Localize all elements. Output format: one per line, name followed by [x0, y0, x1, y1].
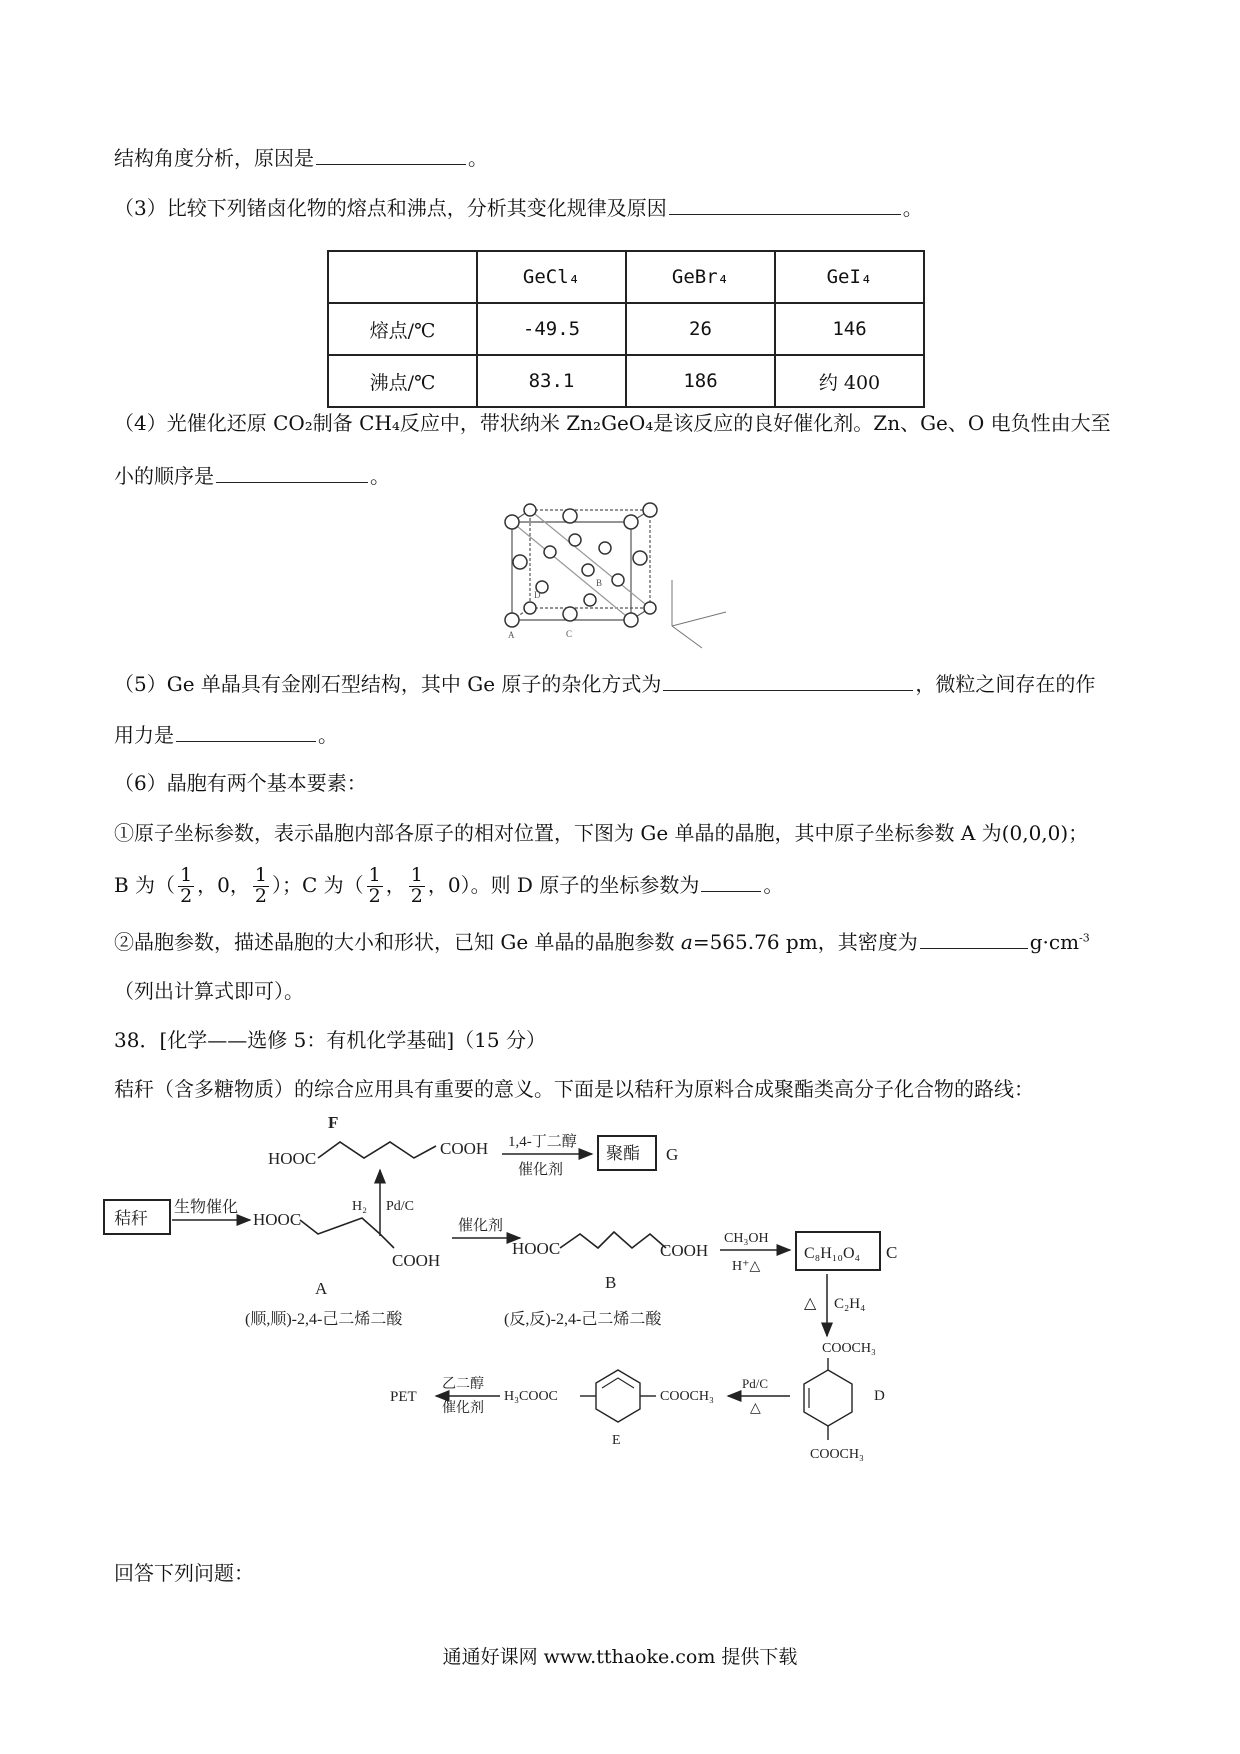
- b-hooc: HOOC: [512, 1239, 561, 1258]
- question-6-line3: B 为（ $\frac{1}{2}$ ，0， $\frac{1}{2}$ ）；C 为（ $\frac{1}{2}$ ， $\frac{1}{2}$ ，0）。则 D 原子的坐标参数为 。: [114, 864, 784, 907]
- heat-label: △: [750, 1401, 761, 1416]
- question-3: （3）比较下列锗卤化物的熔点和沸点，分析其变化规律及原因 。: [114, 196, 923, 220]
- table-cell: 83.1: [477, 355, 626, 407]
- question-5-line1: （5）Ge 单晶具有金刚石型结构，其中 Ge 原子的杂化方式为 ，微粒之间存在的作: [114, 672, 1096, 696]
- question-4-line2: 小的顺序是 。: [114, 464, 390, 488]
- table-row: [328, 303, 924, 355]
- question-text: 结构角度分析，原因是 。: [114, 146, 488, 170]
- f-cooh: COOH: [440, 1139, 489, 1158]
- table-row: [328, 355, 924, 407]
- label-b: B: [605, 1273, 617, 1292]
- e-cooch3: COOCH₃: [660, 1389, 714, 1404]
- question-5-line2: 用力是 。: [114, 723, 338, 747]
- question-38-intro: 秸秆（含多糖物质）的综合应用具有重要的意义。下面是以秸秆为原料合成聚酯类高分子化合物的路线：: [114, 1077, 1034, 1101]
- catalyst-label: 催化剂: [458, 1218, 504, 1234]
- butanediol-label: 1,4-丁二醇: [508, 1134, 577, 1150]
- e-ring-inner: [602, 1378, 634, 1388]
- a-hooc: HOOC: [253, 1210, 302, 1229]
- answer-prompt: 回答下列问题：: [114, 1561, 254, 1585]
- table-header-cell: GeCl₄: [477, 251, 626, 303]
- axes-icon: [672, 580, 726, 648]
- methanol-label: CH₃OH: [724, 1231, 769, 1246]
- table-header-cell: GeI₄: [775, 251, 924, 303]
- b-chain: [560, 1232, 666, 1248]
- label-f: F: [328, 1113, 339, 1132]
- table-cell: 186: [626, 355, 775, 407]
- fraction-half: $\frac{1}{2}$: [410, 864, 423, 907]
- label-g: G: [666, 1145, 679, 1164]
- row-label: 沸点/℃: [328, 355, 477, 407]
- germanium-halide-table: [327, 250, 925, 408]
- label-d: D: [534, 590, 541, 600]
- label-c: C: [566, 629, 573, 639]
- f-hooc: HOOC: [268, 1149, 317, 1168]
- label-e: E: [612, 1433, 621, 1448]
- question-38-title: 38．[化学——选修 5：有机化学基础]（15 分）: [114, 1028, 546, 1052]
- label-a: A: [315, 1279, 328, 1298]
- catalyst-label: 催化剂: [518, 1162, 564, 1178]
- answer-blank[interactable]: [216, 464, 368, 483]
- label-c: C: [886, 1243, 898, 1262]
- question-4-line1: （4）光催化还原 CO₂制备 CH₄反应中，带状纳米 Zn₂GeO₄是该反应的良好催化剂。Zn、Ge、O 电负性由大至: [114, 411, 1111, 435]
- acid-heat-label: H⁺△: [732, 1259, 761, 1274]
- ethylene-glycol-label: 乙二醇: [442, 1377, 484, 1392]
- b-cooh: COOH: [660, 1241, 709, 1260]
- straw-label: 秸秆: [114, 1209, 148, 1228]
- answer-blank[interactable]: [316, 146, 466, 165]
- label-b: B: [596, 578, 603, 588]
- pdc-label: Pd/C: [386, 1199, 415, 1214]
- answer-blank[interactable]: [920, 930, 1028, 949]
- label-a: A: [508, 630, 515, 640]
- answer-blank[interactable]: [701, 873, 761, 892]
- biocatalysis-label: 生物催化: [174, 1199, 239, 1216]
- answer-blank[interactable]: [663, 672, 913, 691]
- fraction-half: $\frac{1}{2}$: [368, 864, 381, 907]
- ethylene-label: C₂H₄: [834, 1296, 866, 1312]
- table-header-cell: GeBr₄: [626, 251, 775, 303]
- polyester-label: 聚酯: [606, 1144, 640, 1163]
- fraction-half: $\frac{1}{2}$: [254, 864, 267, 907]
- a-name: (顺,顺)-2,4-己二烯二酸: [245, 1311, 403, 1328]
- d-ring: [804, 1370, 852, 1426]
- h2-label: H₂: [352, 1199, 367, 1214]
- catalyst-label: 催化剂: [442, 1401, 484, 1416]
- table-cell: 146: [775, 303, 924, 355]
- heat-label: △: [804, 1295, 817, 1312]
- table-header-row: [328, 251, 924, 303]
- b-name: (反,反)-2,4-己二烯二酸: [504, 1311, 662, 1328]
- fraction-half: $\frac{1}{2}$: [180, 864, 193, 907]
- row-label: 熔点/℃: [328, 303, 477, 355]
- question-6-line1: （6）晶胞有两个基本要素：: [114, 771, 367, 795]
- synthesis-scheme: [100, 1108, 1020, 1538]
- table-cell: -49.5: [477, 303, 626, 355]
- f-chain: [318, 1142, 436, 1158]
- pdc-label: Pd/C: [742, 1376, 769, 1391]
- e-h3cooc: H₃COOC: [504, 1389, 558, 1404]
- d-cooch3-bottom: COOCH₃: [810, 1447, 864, 1462]
- question-6-line2: ①原子坐标参数，表示晶胞内部各原子的相对位置，下图为 Ge 单晶的晶胞，其中原子坐标参数 A 为(0,0,0)；: [114, 821, 1089, 845]
- page-footer: 通通好课网 www.tthaoke.com 提供下载: [442, 1646, 798, 1668]
- d-cooch3-top: COOCH₃: [822, 1341, 876, 1356]
- table-header-cell: [328, 251, 477, 303]
- question-6-line4: ②晶胞参数，描述晶胞的大小和形状，已知 Ge 单晶的晶胞参数 a=565.76 pm，其密度为 $g\cdot cm^{-3}$: [114, 930, 1090, 954]
- a-cooh: COOH: [392, 1251, 441, 1270]
- answer-blank[interactable]: [176, 723, 316, 742]
- answer-blank[interactable]: [669, 196, 901, 215]
- crystal-cell-figure: [490, 500, 750, 655]
- table-cell: 约 400: [775, 355, 924, 407]
- question-6-line5: （列出计算式即可）。: [114, 979, 304, 1003]
- label-d: D: [874, 1388, 885, 1404]
- pet-label: PET: [390, 1389, 417, 1405]
- table-cell: 26: [626, 303, 775, 355]
- c-formula: C₈H₁₀O₄: [804, 1245, 861, 1262]
